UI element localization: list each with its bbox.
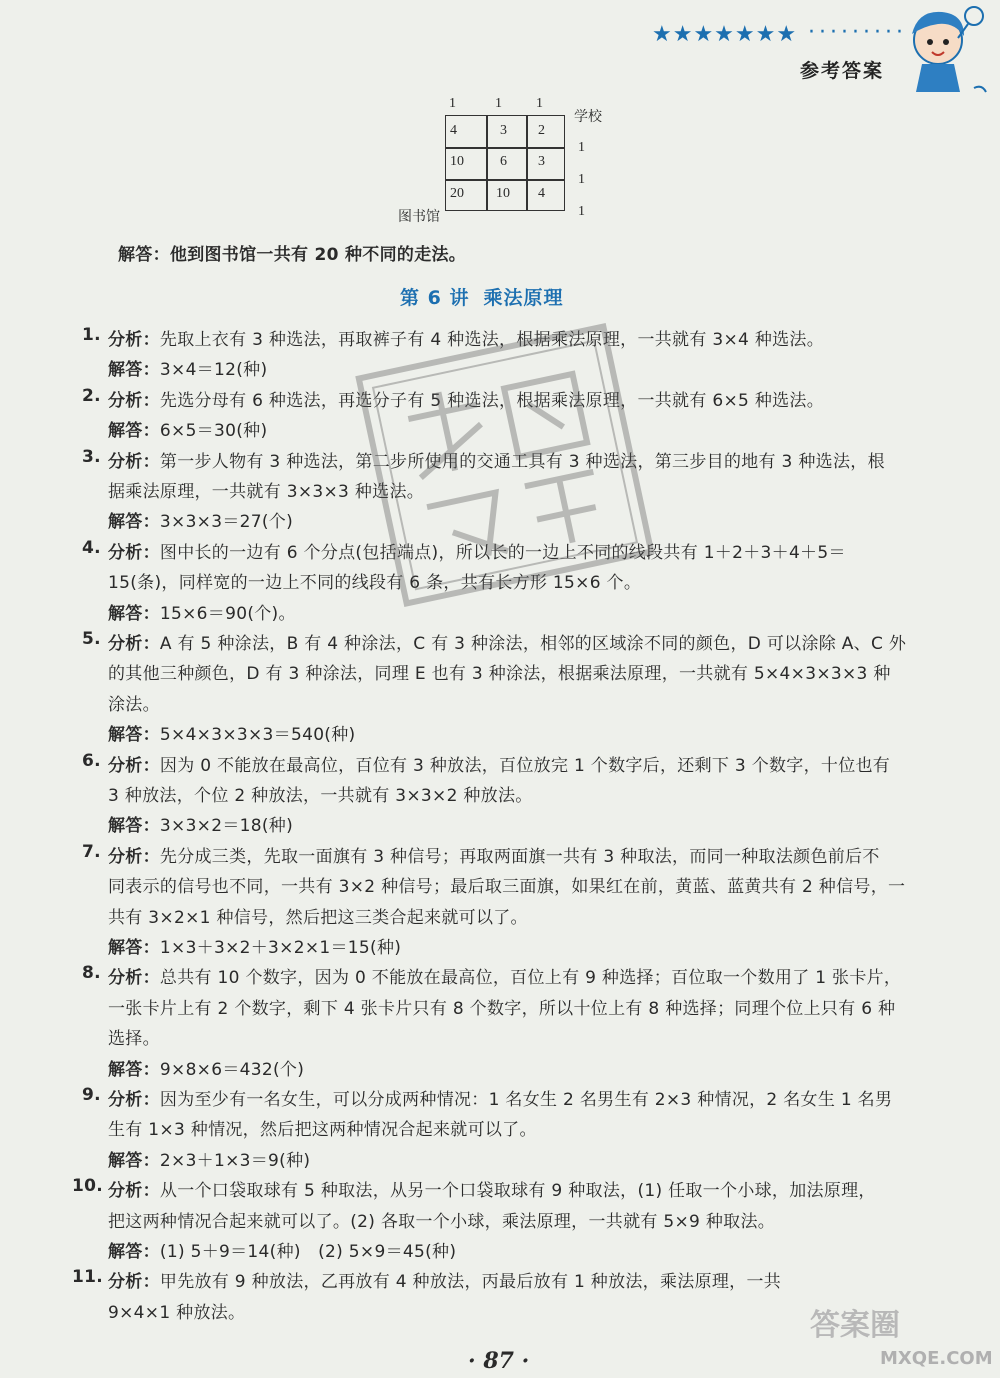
item-analysis-line: 共有 3×2×1 种信号，然后把这三类合起来就可以了。 — [108, 907, 528, 928]
item-answer: 解答：3×4＝12(种) — [108, 360, 268, 381]
grid-top-label: 1 — [536, 96, 543, 111]
item-analysis-line: 分析：从一个口袋取球有 5 种取法，从另一个口袋取球有 9 种取法，(1) 任取一个小球，加法原理， — [108, 1181, 876, 1202]
item-number: 2. — [82, 385, 101, 406]
item-analysis-line: 分析：先分成三类，先取一面旗有 3 种信号；再取两面旗一共有 3 种取法，而同一种取法颜色前后不 — [108, 846, 880, 867]
item-analysis-line: 的其他三种颜色，D 有 3 种涂法，同理 E 也有 3 种涂法，根据乘法原理，一共就有 5×4×3×3×3 种 — [108, 664, 891, 685]
grid-cell: 2 — [538, 123, 545, 138]
item-analysis-line: 分析：A 有 5 种涂法，B 有 4 种涂法，C 有 3 种涂法，相邻的区域涂不同的颜色，D 可以涂除 A、C 外 — [108, 634, 907, 654]
stamp-mark — [350, 320, 660, 610]
page-number: · 87 · — [468, 1348, 530, 1374]
item-answer: 解答：5×4×3×3×3＝540(种) — [108, 725, 356, 746]
item-analysis-line: 分析：因为 0 不能放在最高位，百位有 3 种放法，百位放完 1 个数字后，还剩下 3 个数字，十位也有 — [108, 755, 891, 776]
watermark-logo: 答案圈 — [810, 1308, 900, 1343]
item-number: 6. — [82, 750, 101, 771]
grid-cell: 4 — [450, 123, 457, 138]
route-grid-diagram — [398, 96, 640, 226]
item-analysis-line: 一张卡片上有 2 个数字，剩下 4 张卡片只有 8 个数字，所以十位上有 8 种选择；同理个位上只有 6 种 — [108, 998, 896, 1019]
item-analysis-line: 生有 1×3 种情况，然后把这两种情况合起来就可以了。 — [108, 1120, 537, 1141]
item-answer: 解答：6×5＝30(种) — [108, 421, 268, 442]
grid-cell: 10 — [496, 186, 510, 201]
item-analysis-line: 分析：总共有 10 个数字，因为 0 不能放在最高位，百位上有 9 种选择；百位取一个数用了 1 张卡片， — [108, 968, 902, 989]
item-analysis-line: 把这两种情况合起来就可以了。(2) 各取一个小球，乘法原理，一共就有 5×9 种取法。 — [108, 1211, 776, 1232]
item-analysis-line: 分析：图中长的一边有 6 个分点(包括端点)，所以长的一边上不同的线段共有 1＋2＋3＋4＋5＝ — [108, 542, 846, 563]
item-number: 9. — [82, 1085, 101, 1105]
grid-top-label: 1 — [449, 96, 456, 111]
item-answer: 解答：(1) 5＋9＝14(种) (2) 5×9＝45(种) — [108, 1242, 457, 1262]
item-analysis-line: 据乘法原理，一共就有 3×3×3 种选法。 — [108, 482, 425, 502]
grid-frame — [445, 115, 565, 211]
item-analysis-line: 3 种放法，个位 2 种放法，一共就有 3×3×2 种放法。 — [108, 786, 533, 806]
grid-cell: 10 — [450, 154, 464, 169]
item-analysis-line: 分析：甲先放有 9 种放法，乙再放有 4 种放法，丙最后放有 1 种放法，乘法原理，一共 — [108, 1272, 782, 1293]
item-analysis-line: 分析：先取上衣有 3 种选法，再取裤子有 4 种选法，根据乘法原理，一共就有 3×4 种选法。 — [108, 330, 825, 350]
watermark-url: MXQE.COM — [880, 1348, 993, 1369]
grid-right-label: 1 — [578, 204, 585, 219]
mascot-illustration — [898, 4, 990, 100]
section-name: 乘法原理 — [483, 287, 564, 309]
intro-answer: 解答：他到图书馆一共有 20 种不同的走法。 — [118, 245, 467, 265]
grid-cell: 3 — [500, 123, 507, 138]
item-number: 11. — [72, 1267, 104, 1288]
grid-cell: 20 — [450, 186, 464, 201]
item-analysis-line: 9×4×1 种放法。 — [108, 1302, 246, 1323]
item-answer: 解答：15×6＝90(个)。 — [108, 603, 296, 624]
item-answer: 解答：3×3×2＝18(种) — [108, 816, 294, 837]
item-number: 1. — [82, 325, 101, 345]
header-dots: ········· — [808, 20, 907, 45]
item-analysis-line: 同表示的信号也不同，一共有 3×2 种信号；最后取三面旗，如果红在前，黄蓝、蓝黄共有 2 种信号，一 — [108, 877, 906, 898]
item-number: 10. — [72, 1176, 104, 1197]
item-analysis-line: 分析：因为至少有一名女生，可以分成两种情况：1 名女生 2 名男生有 2×3 种情况，2 名女生 1 名男 — [108, 1090, 893, 1110]
item-analysis-line: 15(条)，同样宽的一边上不同的线段有 6 条，共有长方形 15×6 个。 — [108, 573, 642, 594]
header-title: 参考答案 — [800, 60, 885, 82]
grid-top-label: 1 — [495, 96, 502, 111]
item-answer: 解答：2×3＋1×3＝9(种) — [108, 1150, 311, 1171]
item-number: 5. — [82, 629, 101, 649]
school-label: 学校 — [574, 110, 602, 125]
item-number: 4. — [82, 537, 101, 558]
grid-right-label: 1 — [578, 172, 585, 187]
item-analysis-line: 选择。 — [108, 1029, 160, 1050]
section-title — [400, 283, 577, 310]
library-label: 图书馆 — [398, 210, 440, 225]
item-analysis-line: 分析：第一步人物有 3 种选法，第二步所使用的交通工具有 3 种选法，第三步目的地有 3 种选法，根 — [108, 451, 885, 472]
grid-cell: 3 — [538, 154, 545, 169]
item-answer: 解答：9×8×6＝432(个) — [108, 1059, 305, 1080]
section-number: 第 6 讲 — [400, 287, 470, 309]
grid-cell: 4 — [538, 186, 545, 201]
item-analysis-line: 涂法。 — [108, 694, 160, 715]
item-analysis-line: 分析：先选分母有 6 种选法，再选分子有 5 种选法，根据乘法原理，一共就有 6×5 种选法。 — [108, 390, 825, 411]
item-answer: 解答：3×3×3＝27(个) — [108, 512, 294, 533]
item-number: 7. — [82, 841, 101, 862]
item-number: 8. — [82, 963, 101, 984]
header-stars: ★★★★★★★ — [652, 22, 798, 47]
item-number: 3. — [82, 446, 101, 467]
grid-cell: 6 — [500, 154, 507, 169]
item-answer: 解答：1×3＋3×2＋3×2×1＝15(种) — [108, 938, 402, 958]
grid-right-label: 1 — [578, 140, 585, 155]
